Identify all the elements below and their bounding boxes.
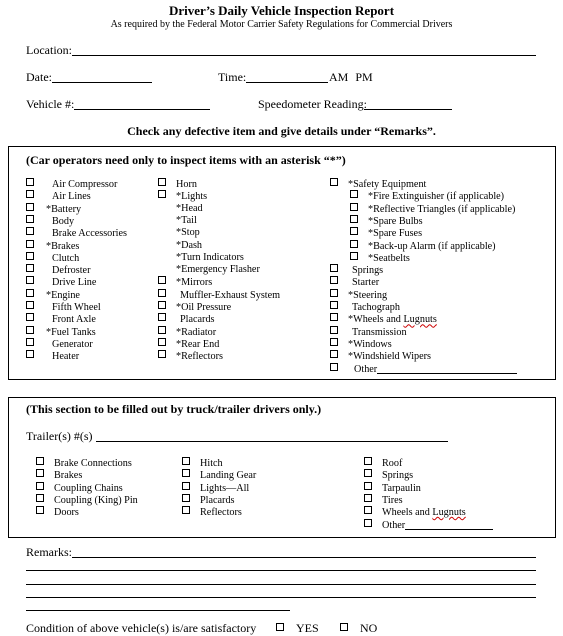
checklist-item-battery[interactable]	[26, 203, 81, 216]
checklist-item-tarpaulin[interactable]	[364, 482, 421, 495]
checkbox[interactable]	[26, 276, 34, 284]
checklist-item-label: Springs	[382, 470, 414, 482]
checklist-item-other[interactable]	[364, 519, 493, 532]
checkbox[interactable]	[330, 350, 338, 358]
checkbox[interactable]	[350, 227, 358, 235]
checklist-item-label: *Stop	[176, 227, 200, 239]
checkbox[interactable]	[158, 276, 166, 284]
checklist-item-label: Heater	[52, 351, 80, 363]
remarks-line-5[interactable]	[26, 610, 290, 611]
checklist-item-dash[interactable]	[176, 240, 202, 252]
checklist-item-label: Tires	[382, 494, 403, 506]
checkbox[interactable]	[182, 482, 190, 490]
spellcheck-mark: Lugnuts	[403, 314, 437, 326]
checkbox[interactable]	[330, 363, 338, 371]
yes-label: YES	[296, 621, 319, 635]
checklist-item-label: Transmission	[352, 326, 407, 338]
checklist-item-emergency-flasher[interactable]	[176, 264, 260, 276]
checkbox[interactable]	[158, 338, 166, 346]
checklist-item-front-axle[interactable]	[26, 313, 96, 326]
checklist-item-windows[interactable]	[330, 338, 392, 351]
checklist-item-label: Wheels and Lugnuts	[382, 507, 466, 519]
checklist-item-label: *Radiator	[176, 326, 217, 338]
location-label: Location:	[26, 43, 72, 57]
checklist-item-label: Drive Line	[52, 277, 97, 289]
checklist-item-label: *Reflectors	[176, 351, 223, 363]
checklist-item-label: Coupling (King) Pin	[54, 494, 138, 506]
section2-heading: (This section to be filled out by truck/trailer drivers only.)	[26, 402, 322, 416]
checkbox[interactable]	[158, 289, 166, 297]
checklist-item-springs[interactable]	[364, 469, 413, 482]
checklist-item-engine[interactable]	[26, 289, 80, 302]
checklist-item-radiator[interactable]	[158, 326, 216, 339]
other-field[interactable]	[405, 519, 493, 530]
checklist-item-head[interactable]	[176, 203, 203, 215]
checklist-item-defroster[interactable]	[26, 264, 90, 277]
condition-label: Condition of above vehicle(s) is/are satisfactory	[26, 621, 257, 635]
section1-heading: (Car operators need only to inspect items with an asterisk “*”)	[26, 153, 346, 167]
checklist-item-tail[interactable]	[176, 215, 197, 227]
checklist-item-label: Fifth Wheel	[52, 302, 101, 313]
checklist-item-label: Brakes	[54, 470, 83, 482]
checklist-item-tires[interactable]	[364, 494, 403, 507]
time-field[interactable]	[246, 82, 328, 83]
condition-no[interactable]	[340, 621, 377, 636]
checklist-item-back-up-alarm-if-applicable[interactable]	[350, 240, 496, 253]
checklist-item-label: *Battery	[46, 203, 82, 215]
checklist-item-fire-extinguisher-if-applicable[interactable]	[350, 190, 504, 203]
checklist-item-label: Generator	[52, 338, 93, 350]
checklist-item-coupling-chains[interactable]	[36, 482, 123, 495]
checkbox[interactable]	[350, 190, 358, 198]
remarks-line-1[interactable]	[72, 557, 536, 558]
checklist-item-windshield-wipers[interactable]	[330, 350, 431, 363]
checklist-item-coupling-king-pin[interactable]	[36, 494, 138, 507]
condition-yes[interactable]	[276, 621, 319, 636]
checklist-item-label: Lights—All	[200, 482, 250, 494]
checklist-item-steering[interactable]	[330, 289, 387, 302]
checklist-item-brake-connections[interactable]	[36, 457, 132, 470]
checkbox[interactable]	[330, 289, 338, 297]
checkbox[interactable]	[158, 190, 166, 198]
checkbox[interactable]	[26, 190, 34, 198]
checklist-item-brakes[interactable]	[26, 240, 79, 253]
checkbox[interactable]	[330, 338, 338, 346]
checklist-item-transmission[interactable]	[330, 326, 407, 339]
checklist-item-clutch[interactable]	[26, 252, 79, 265]
checklist-item-body[interactable]	[26, 215, 74, 228]
checklist-item-placards[interactable]	[182, 494, 235, 507]
vehicle-field[interactable]	[74, 109, 210, 110]
checklist-item-label: Hitch	[200, 458, 223, 469]
checkbox[interactable]	[330, 276, 338, 284]
checklist-item-label: *Dash	[176, 239, 203, 251]
checklist-item-brake-accessories[interactable]	[26, 227, 127, 240]
checklist-item-label: *Reflective Triangles (if applicable)	[368, 203, 516, 215]
checklist-item-reflectors[interactable]	[182, 506, 242, 519]
checklist-item-spare-bulbs[interactable]	[350, 215, 423, 228]
checklist-item-fifth-wheel[interactable]	[26, 301, 101, 314]
checklist-item-label: Roof	[382, 458, 403, 469]
checklist-item-label: Tarpaulin	[382, 482, 421, 494]
checklist-item-stop[interactable]	[176, 227, 200, 239]
checklist-item-spare-fuses[interactable]	[350, 227, 422, 240]
trailer-field[interactable]	[96, 441, 448, 442]
checklist-item-label: *Fuel Tanks	[46, 326, 96, 338]
checklist-item-label: *Safety Equipment	[348, 179, 427, 190]
checklist-item-air-lines[interactable]	[26, 190, 91, 203]
checklist-item-label: Starter	[352, 277, 380, 289]
checklist-item-label: *Lights	[176, 191, 208, 203]
checklist-item-label: Muffler-Exhaust System	[180, 289, 281, 301]
instruction-text: Check any defective item and give details under “Remarks”.	[127, 124, 436, 138]
checkbox[interactable]	[36, 482, 44, 490]
checkbox[interactable]	[364, 506, 372, 514]
checklist-item-rear-end[interactable]	[158, 338, 219, 351]
checklist-item-label: *Wheels and Lugnuts	[348, 314, 437, 326]
checkbox[interactable]	[26, 326, 34, 334]
checklist-item-landing-gear[interactable]	[182, 469, 256, 482]
checklist-item-oil-pressure[interactable]	[158, 301, 231, 314]
remarks-line-2[interactable]	[26, 570, 536, 571]
checklist-item-label: Other	[354, 363, 378, 375]
checkbox[interactable]	[330, 326, 338, 334]
checklist-item-label: *Fire Extinguisher (if applicable)	[368, 191, 505, 203]
checkbox[interactable]	[182, 506, 190, 514]
checkbox[interactable]	[26, 252, 34, 260]
checklist-item-doors[interactable]	[36, 506, 79, 519]
checkbox[interactable]	[36, 494, 44, 502]
page-title: Driver’s Daily Vehicle Inspection Report	[168, 3, 395, 18]
checklist-item-label: *Turn Indicators	[176, 251, 244, 263]
checklist-item-label: *Emergency Flasher	[176, 264, 260, 276]
checklist-item-label: Brake Connections	[54, 458, 132, 469]
checkbox[interactable]	[364, 519, 372, 527]
checkbox[interactable]	[26, 313, 34, 321]
checklist-item-horn[interactable]	[158, 178, 197, 191]
other-field[interactable]	[377, 363, 517, 374]
no-checkbox[interactable]	[340, 623, 348, 631]
checklist-item-label: *Tail	[176, 214, 197, 226]
speedometer-label: Speedometer Reading:	[258, 97, 367, 111]
checklist-item-label: Coupling Chains	[54, 482, 123, 494]
checklist-item-label: Other	[382, 519, 406, 531]
checklist-item-label: Landing Gear	[200, 470, 257, 482]
remarks-line-3[interactable]	[26, 584, 536, 585]
checklist-item-label: Defroster	[52, 265, 91, 277]
checklist-item-label: Air Lines	[52, 191, 91, 203]
checklist-item-label: *Engine	[46, 289, 80, 301]
checklist-item-air-compressor[interactable]	[26, 178, 117, 191]
checklist-item-label: Body	[52, 215, 75, 227]
checklist-item-tachograph[interactable]	[330, 301, 400, 314]
checkbox[interactable]	[36, 506, 44, 514]
checkbox[interactable]	[350, 240, 358, 248]
checkbox[interactable]	[330, 178, 338, 186]
checkbox[interactable]	[158, 326, 166, 334]
checkbox[interactable]	[26, 215, 34, 223]
checkbox[interactable]	[364, 469, 372, 477]
checkbox[interactable]	[26, 301, 34, 309]
checklist-item-label: Placards	[200, 494, 235, 506]
checklist-item-label: *Brakes	[46, 240, 80, 252]
checklist-item-reflectors[interactable]	[158, 350, 223, 363]
checklist-item-heater[interactable]	[26, 350, 79, 363]
checklist-item-label: *Seatbelts	[368, 252, 410, 264]
checklist-item-label: *Spare Bulbs	[368, 215, 423, 227]
checkbox[interactable]	[26, 264, 34, 272]
checkbox[interactable]	[330, 264, 338, 272]
checklist-item-label: *Windshield Wipers	[348, 351, 432, 363]
remarks-label: Remarks:	[26, 545, 72, 559]
checklist-item-label: Doors	[54, 507, 79, 519]
checklist-item-label: *Rear End	[176, 338, 220, 350]
checkbox[interactable]	[158, 313, 166, 321]
checklist-item-label: *Spare Fuses	[368, 228, 423, 240]
spellcheck-mark: Lugnuts	[432, 507, 466, 519]
checkbox[interactable]	[364, 457, 372, 465]
checklist-item-mirrors[interactable]	[158, 276, 212, 289]
checklist-item-generator[interactable]	[26, 338, 93, 351]
speedometer-field[interactable]	[364, 109, 452, 110]
trailer-label: Trailer(s) #(s)	[26, 429, 93, 443]
checklist-item-label: *Oil Pressure	[176, 302, 232, 313]
checkbox[interactable]	[26, 227, 34, 235]
checklist-item-label: Brake Accessories	[52, 228, 127, 240]
checkbox[interactable]	[350, 215, 358, 223]
checklist-item-lights-all[interactable]	[182, 482, 249, 495]
checklist-item-turn-indicators[interactable]	[176, 252, 244, 264]
checkbox[interactable]	[158, 350, 166, 358]
checkbox[interactable]	[26, 350, 34, 358]
checkbox[interactable]	[330, 301, 338, 309]
checklist-item-placards[interactable]	[158, 313, 215, 326]
checklist-item-label: Air Compressor	[52, 179, 118, 190]
checklist-item-seatbelts[interactable]	[350, 252, 410, 265]
checkbox[interactable]	[26, 240, 34, 248]
checkbox[interactable]	[182, 494, 190, 502]
page-subtitle: As required by the Federal Motor Carrier Safety Regulations for Commercial Drivers	[110, 19, 453, 30]
yes-checkbox[interactable]	[276, 623, 284, 631]
checklist-item-label: Tachograph	[352, 302, 400, 313]
checklist-item-muffler-exhaust-system[interactable]	[158, 289, 280, 302]
checkbox[interactable]	[350, 252, 358, 260]
checklist-item-brakes[interactable]	[36, 469, 82, 482]
checklist-item-springs[interactable]	[330, 264, 383, 277]
checklist-item-label: *Mirrors	[176, 277, 213, 289]
checklist-item-safety-equipment[interactable]	[330, 178, 426, 191]
checklist-item-label: Clutch	[52, 252, 80, 264]
checklist-item-label: *Back-up Alarm (if applicable)	[368, 240, 496, 252]
time-label: Time:	[218, 70, 247, 84]
checklist-item-starter[interactable]	[330, 276, 379, 289]
checkbox[interactable]	[330, 313, 338, 321]
checkbox[interactable]	[26, 338, 34, 346]
checklist-item-label: *Steering	[348, 289, 388, 301]
checklist-item-label: *Head	[176, 202, 203, 214]
checklist-item-label: Horn	[176, 179, 197, 190]
checkbox[interactable]	[350, 203, 358, 211]
checkbox[interactable]	[364, 494, 372, 502]
vehicle-label: Vehicle #:	[26, 97, 75, 111]
checklist-item-label: Reflectors	[200, 507, 242, 519]
checklist-item-wheels-and-lugnuts[interactable]	[330, 313, 437, 326]
am-pm-label: AM PM	[329, 70, 373, 84]
checklist-item-hitch[interactable]	[182, 457, 223, 470]
checkbox[interactable]	[158, 301, 166, 309]
checkbox[interactable]	[26, 289, 34, 297]
checklist-item-fuel-tanks[interactable]	[26, 326, 96, 339]
checkbox[interactable]	[364, 482, 372, 490]
checkbox[interactable]	[36, 469, 44, 477]
checklist-item-label: Springs	[352, 265, 384, 277]
checklist-item-wheels-and-lugnuts[interactable]	[364, 506, 466, 519]
checklist-item-label: Placards	[180, 314, 215, 326]
checklist-item-reflective-triangles-if-applicable[interactable]	[350, 203, 515, 216]
checklist-item-label: Front Axle	[52, 314, 96, 326]
remarks-line-4[interactable]	[26, 597, 536, 598]
checkbox[interactable]	[36, 457, 44, 465]
no-label: NO	[360, 621, 378, 635]
location-field[interactable]	[72, 55, 536, 56]
checkbox[interactable]	[158, 178, 166, 186]
checklist-item-other[interactable]	[330, 363, 517, 376]
checklist-item-label: *Windows	[348, 338, 392, 350]
checklist-item-roof[interactable]	[364, 457, 402, 470]
date-field[interactable]	[52, 82, 152, 83]
checklist-item-lights[interactable]	[158, 190, 207, 203]
checkbox[interactable]	[26, 178, 34, 186]
checkbox[interactable]	[182, 469, 190, 477]
checkbox[interactable]	[26, 203, 34, 211]
checklist-item-drive-line[interactable]	[26, 276, 96, 289]
checkbox[interactable]	[182, 457, 190, 465]
date-label: Date:	[26, 70, 52, 84]
